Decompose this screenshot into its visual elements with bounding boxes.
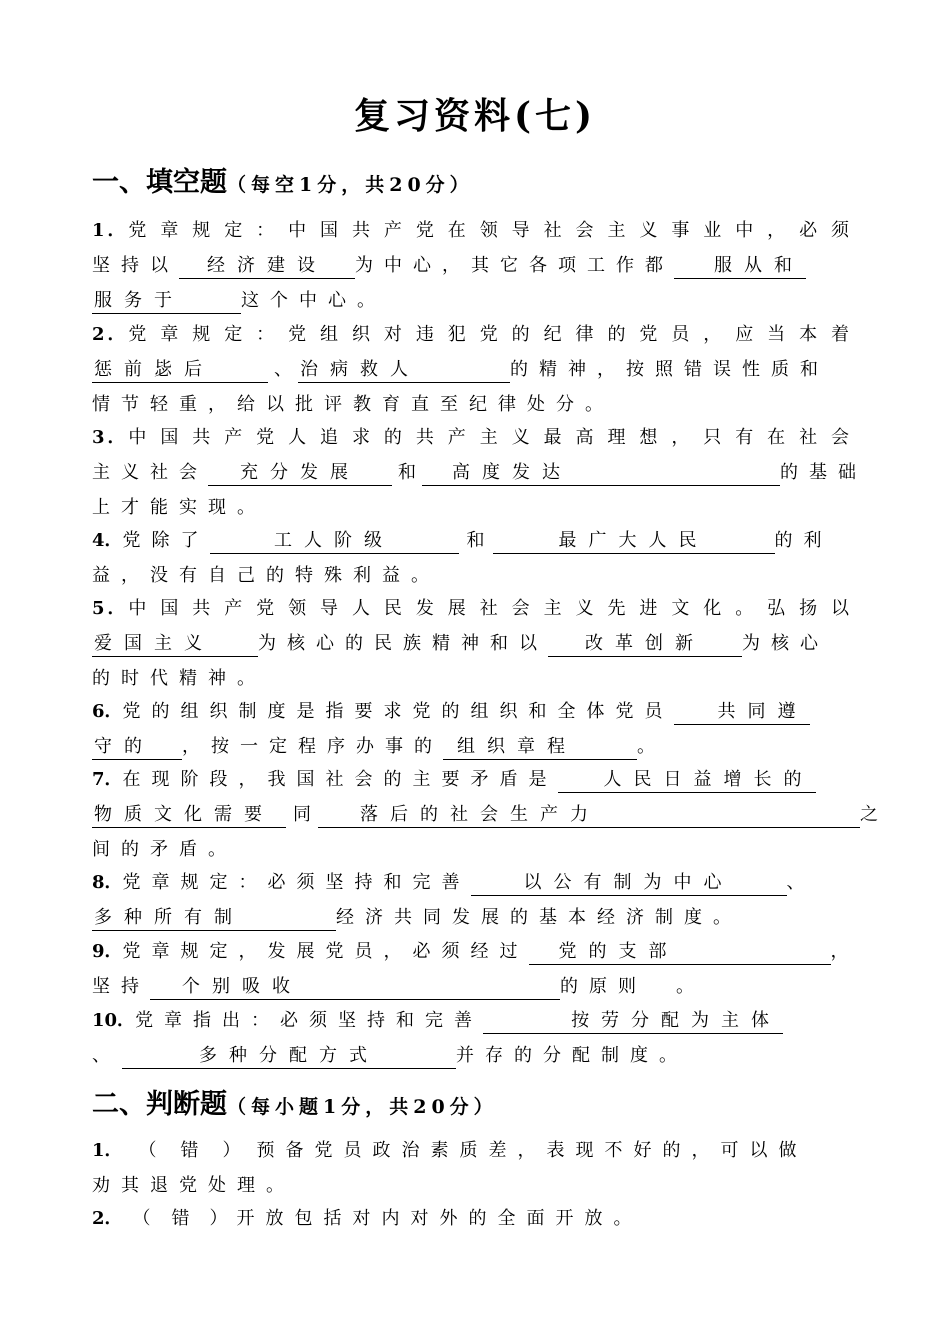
section-note: （每小题1分，共20分） <box>227 1096 498 1118</box>
answer-blank: 治病救人 <box>298 358 510 383</box>
answer-blank: 惩前毖后 <box>92 358 268 383</box>
question-1-line-2 <box>92 249 860 283</box>
question-text: 预备党员政治素质差，表现不好的，可以做 <box>256 1140 808 1161</box>
question-text: 和 <box>398 462 416 483</box>
question-text: 坚持以 <box>92 255 179 276</box>
question-number: 3． <box>92 427 129 448</box>
question-5-line-2 <box>92 627 860 661</box>
question-text: 为核心 <box>742 633 829 654</box>
question-10-line-1 <box>92 1004 860 1038</box>
question-number: 7． <box>92 769 123 790</box>
question-text: 的利 <box>774 530 833 551</box>
answer-blank: 工人阶级 <box>210 529 459 554</box>
section-heading-true-false <box>92 1082 498 1121</box>
question-text: 并存的分配制度。 <box>456 1045 688 1066</box>
section-title: 一、填空题 <box>92 167 227 198</box>
question-text: 的原则 。 <box>560 976 705 997</box>
question-7-line-2 <box>92 798 878 832</box>
question-5-line-3 <box>92 662 860 696</box>
question-text: 。 <box>637 736 655 757</box>
question-text: 党章指出：必须坚持和完善 <box>135 1010 484 1031</box>
question-text: 这个中心。 <box>241 290 386 311</box>
question-3-line-1 <box>92 421 860 455</box>
paren-close: ） <box>222 1140 241 1161</box>
question-text: 、 <box>274 359 292 380</box>
question-number: 6． <box>92 701 123 722</box>
paren-open: （ <box>132 1208 151 1229</box>
question-4-line-2 <box>92 559 860 593</box>
question-text: 为核心的民族精神和以 <box>258 633 548 654</box>
answer-blank: 落后的社会生产力 <box>318 803 860 828</box>
question-number: 5． <box>92 598 129 619</box>
question-7-line-1 <box>92 763 860 797</box>
question-text: 和 <box>466 530 485 551</box>
question-6-line-1 <box>92 695 860 729</box>
question-text: 中国共产党领导人民发展社会主义先进文化。弘扬以 <box>128 598 861 619</box>
answer-blank: 改革创新 <box>548 632 742 657</box>
question-number: 1． <box>92 1140 123 1161</box>
question-number: 2． <box>92 324 129 345</box>
question-5-line-1 <box>92 592 860 626</box>
question-number: 9． <box>92 941 123 962</box>
question-6-line-2 <box>92 730 860 764</box>
question-number: 1． <box>92 220 129 241</box>
answer-blank: 党的支部 <box>529 940 831 965</box>
answer-blank: 多种分配方式 <box>122 1044 456 1069</box>
paren-close: ） <box>209 1208 228 1229</box>
question-text: 、 <box>92 1045 110 1066</box>
answer-blank: 物质文化需要 <box>92 803 286 828</box>
answer-blank: 人民日益增长的 <box>558 768 816 793</box>
question-3-line-3 <box>92 491 860 525</box>
question-2-line-1 <box>92 318 860 352</box>
question-number: 4． <box>92 530 123 551</box>
question-7-line-3 <box>92 833 860 867</box>
question-1-line-3 <box>92 284 860 318</box>
answer-blank: 按劳分配为主体 <box>483 1009 783 1034</box>
question-text: 间的矛盾。 <box>92 839 237 860</box>
question-text: 益，没有自己的特殊利益。 <box>92 565 440 586</box>
section-title: 二、判断题 <box>92 1089 227 1120</box>
question-text: 情节轻重，给以批评教育直至纪律处分。 <box>92 394 614 415</box>
question-text: 的时代精神。 <box>92 668 266 689</box>
answer-blank: 守的 <box>92 735 182 760</box>
question-text: 坚持 <box>92 976 150 997</box>
answer-blank: 经济建设 <box>179 254 355 279</box>
answer-blank: 服从和 <box>674 254 806 279</box>
answer-blank: 爱国主义 <box>92 632 258 657</box>
question-1-line-1 <box>92 214 860 248</box>
question-text: 为中心，其它各项工作都 <box>355 255 674 276</box>
question-text: 党章规定：党组织对违犯党的纪律的党员，应当本着 <box>128 324 861 345</box>
answer-blank: 多种所有制 <box>92 906 336 931</box>
answer-blank: 高度发达 <box>422 461 780 486</box>
judgment-2-line-1 <box>92 1202 860 1236</box>
judgment-answer: 错 <box>171 1208 190 1229</box>
section-heading-fill-blank <box>92 160 474 199</box>
section-note: （每空1分，共20分） <box>227 174 474 196</box>
question-10-line-2 <box>92 1039 860 1073</box>
question-9-line-2 <box>92 970 860 1004</box>
answer-blank: 共同遵 <box>674 700 810 725</box>
question-4-line-1 <box>92 524 860 558</box>
question-number: 8． <box>92 872 123 893</box>
question-text: 党的组织制度是指要求党的组织和全体党员 <box>122 701 674 722</box>
question-2-line-2 <box>92 353 860 387</box>
answer-blank: 个别吸收 <box>150 975 560 1000</box>
question-text: 党章规定：必须坚持和完善 <box>122 872 471 893</box>
question-text: 之 <box>860 804 878 825</box>
question-text: 的精神，按照错误性质和 <box>510 359 829 380</box>
question-text: 主义社会 <box>92 462 208 483</box>
question-text: 经济共同发展的基本经济制度。 <box>336 907 742 928</box>
question-text: 党章规定：中国共产党在领导社会主义事业中，必须 <box>128 220 861 241</box>
question-number: 2． <box>92 1208 123 1229</box>
question-8-line-2 <box>92 901 860 935</box>
judgment-1-line-1 <box>92 1134 860 1168</box>
question-text: 中国共产党人追求的共产主义最高理想，只有在社会 <box>128 427 861 448</box>
question-text: 同 <box>293 804 311 825</box>
question-text: 党除了 <box>122 530 210 551</box>
answer-blank: 服务于 <box>92 289 241 314</box>
answer-blank: 以公有制为中心 <box>471 871 787 896</box>
question-9-line-1 <box>92 935 860 969</box>
question-text: 、 <box>786 872 805 893</box>
answer-blank: 充分发展 <box>208 461 392 486</box>
question-8-line-1 <box>92 866 860 900</box>
question-text: 在现阶段，我国社会的主要矛盾是 <box>122 769 558 790</box>
question-text: 上才能实现。 <box>92 497 266 518</box>
judgment-answer: 错 <box>180 1140 199 1161</box>
question-2-line-3 <box>92 388 860 422</box>
question-3-line-2 <box>92 456 867 490</box>
answer-blank: 最广大人民 <box>493 529 775 554</box>
question-text: 开放包括对内对外的全面开放。 <box>236 1208 643 1229</box>
question-number: 10． <box>92 1010 136 1031</box>
question-text: 的基础 <box>780 462 867 483</box>
question-text: ，按一定程序办事的 <box>182 736 443 757</box>
paren-open: （ <box>138 1140 157 1161</box>
question-text: 党章规定，发展党员，必须经过 <box>122 941 529 962</box>
answer-blank: 组织章程 <box>443 735 637 760</box>
question-text: ， <box>830 941 849 962</box>
page-title: 复习资料(七) <box>353 95 597 137</box>
question-text: 劝其退党处理。 <box>92 1175 295 1196</box>
judgment-1-line-2 <box>92 1169 860 1203</box>
